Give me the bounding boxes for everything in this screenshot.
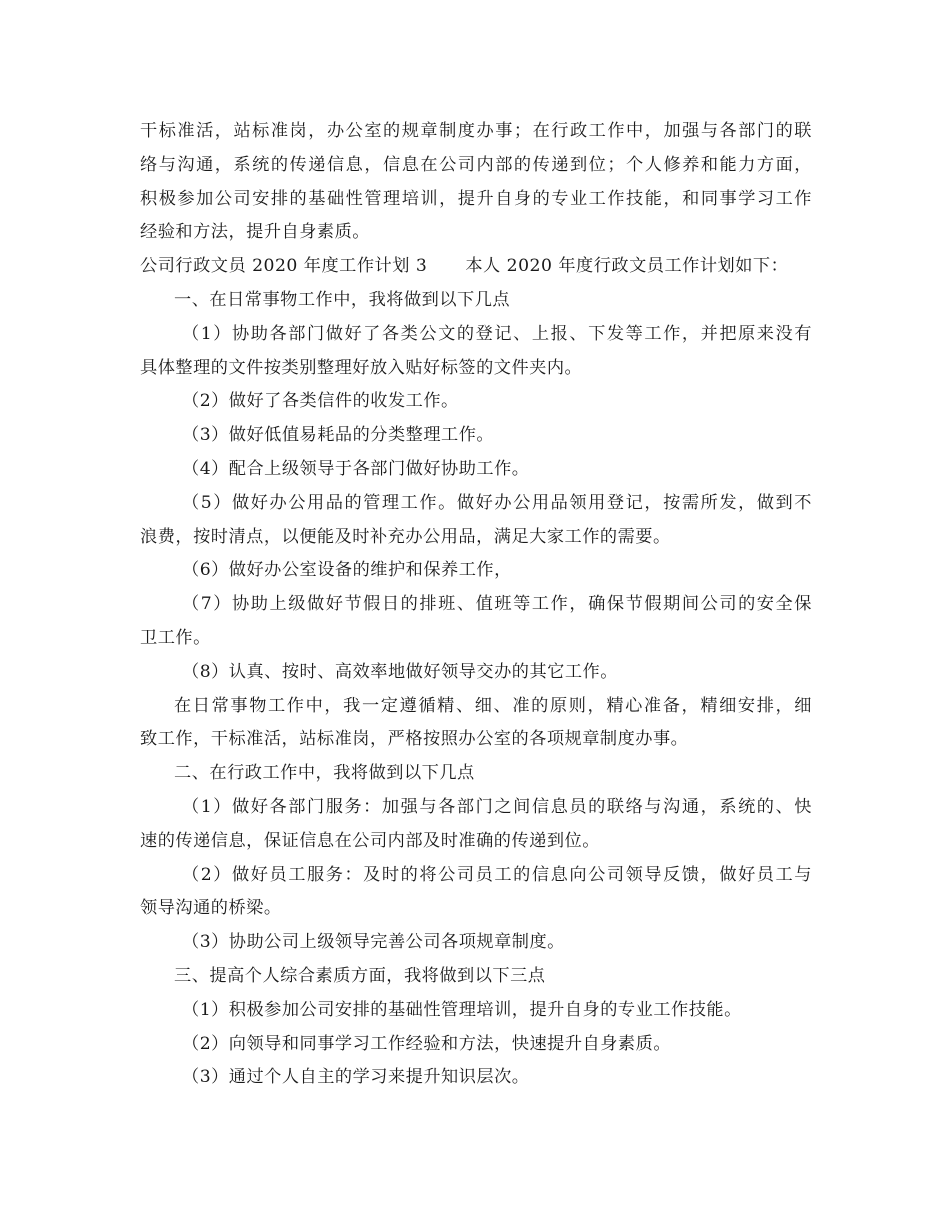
list-item-continuation: 速的传递信息，保证信息在公司内部及时准确的传递到位。	[140, 830, 600, 851]
list-item-continuation: 卫工作。	[140, 627, 211, 648]
section-heading: 一、在日常事物工作中，我将做到以下几点	[174, 289, 511, 310]
summary-paragraph: 在日常事物工作中，我一定遵循精、细、准的原则，精心准备，精细安排，细	[174, 695, 812, 716]
list-item: （2）做好员工服务：及时的将公司员工的信息向公司领导反馈，做好员工与	[182, 864, 812, 885]
list-item: （6）做好办公室设备的维护和保养工作，	[182, 560, 512, 581]
list-item-continuation: 具体整理的文件按类别整理好放入贴好标签的文件夹内。	[140, 357, 583, 378]
paragraph-line: 络与沟通，系统的传递信息，信息在公司内部的传递到位；个人修养和能力方面，	[140, 154, 812, 175]
plan-title: 公司行政文员 2020 年度工作计划 3	[140, 256, 428, 277]
list-item: （3）做好低值易耗品的分类整理工作。	[182, 425, 495, 446]
section-heading: 三、提高个人综合素质方面，我将做到以下三点	[174, 965, 546, 986]
paragraph-line: 经验和方法，提升自身素质。	[140, 222, 370, 243]
plan-title-line	[140, 250, 812, 284]
list-item: （7）协助上级做好节假日的排班、值班等工作，确保节假期间公司的安全保	[182, 594, 812, 615]
document-page	[140, 115, 812, 1095]
plan-intro: 本人 2020 年度行政文员工作计划如下：	[465, 256, 789, 277]
list-item-continuation: 领导沟通的桥梁。	[140, 898, 282, 919]
paragraph-line: 积极参加公司安排的基础性管理培训，提升自身的专业工作技能，和同事学习工作	[140, 188, 812, 209]
list-item: （4）配合上级领导于各部门做好协助工作。	[182, 458, 530, 479]
list-item: （1）积极参加公司安排的基础性管理培训，提升自身的专业工作技能。	[182, 999, 742, 1020]
paragraph-line: 干标准活，站标准岗，办公室的规章制度办事；在行政工作中，加强与各部门的联	[140, 121, 812, 141]
list-item: （1）协助各部门做好了各类公文的登记、上报、下发等工作，并把原来没有	[182, 323, 812, 344]
list-item: （2）做好了各类信件的收发工作。	[182, 391, 459, 412]
list-item: （3）通过个人自主的学习来提升知识层次。	[182, 1067, 530, 1088]
list-item: （1）做好各部门服务：加强与各部门之间信息员的联络与沟通，系统的、快	[182, 796, 812, 817]
summary-continuation: 致工作，干标准活，站标准岗，严格按照办公室的各项规章制度办事。	[140, 729, 689, 750]
section-heading: 二、在行政工作中，我将做到以下几点	[174, 763, 475, 784]
list-item: （5）做好办公用品的管理工作。做好办公用品领用登记，按需所发，做到不	[182, 492, 812, 513]
list-item: （3）协助公司上级领导完善公司各项规章制度。	[182, 932, 565, 953]
list-item: （2）向领导和同事学习工作经验和方法，快速提升自身素质。	[182, 1033, 672, 1054]
list-item-continuation: 浪费，按时清点，以便能及时补充办公用品，满足大家工作的需要。	[140, 526, 671, 547]
list-item: （8）认真、按时、高效率地做好领导交办的其它工作。	[182, 661, 618, 682]
